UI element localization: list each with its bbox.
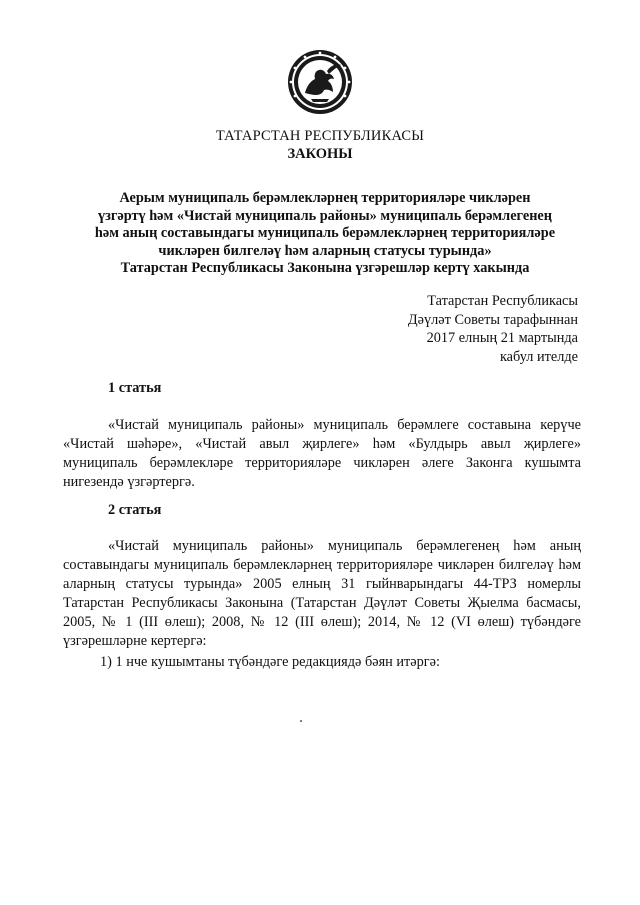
law-heading: ЗАКОНЫ bbox=[287, 146, 353, 162]
paragraph-line: үзгәрешләрне кертергә: bbox=[63, 633, 207, 649]
adoption-line: Татарстан Республикасы bbox=[427, 293, 578, 309]
adoption-line: кабул ителде bbox=[499, 348, 578, 365]
paragraph-line: нигезендә үзгәртергә. bbox=[63, 474, 195, 490]
paragraph-line: аларның статусы турында» 2005 елның 31 гыйнварындагы 44-ТРЗ номерлы bbox=[63, 576, 581, 592]
title-line: үзгәртү һәм «Чистай муниципаль районы» муниципаль берәмлегенең bbox=[97, 207, 553, 224]
tatarstan-coat-of-arms-icon bbox=[287, 49, 353, 115]
adoption-line: Дәүләт Советы тарафыннан bbox=[407, 311, 578, 328]
article-1-text bbox=[63, 416, 581, 492]
paragraph-line: «Чистай шәһәре», «Чистай авыл җирлеге» һәм «Булдырь авыл җирлеге» bbox=[63, 436, 581, 452]
title-line: Татарстан Республикасы Законына үзгәрешләр кертү хакында bbox=[120, 260, 530, 276]
list-item-1: 1) 1 нче кушымтаны түбәндәге редакциядә бәян итәргә: bbox=[100, 654, 440, 670]
paragraph-line: муниципаль берәмлекләре территорияләре чикләрен әлеге Законга кушымта bbox=[63, 455, 581, 471]
title-line: Аерым муниципаль берәмлекләрнең территорияләре чикләрен bbox=[119, 190, 531, 206]
republic-name: ТАТАРСТАН РЕСПУБЛИКАСЫ bbox=[215, 128, 425, 144]
adoption-block bbox=[318, 292, 578, 366]
stray-mark bbox=[300, 720, 302, 722]
article-1-heading: 1 статья bbox=[108, 380, 162, 396]
paragraph-line: составындагы муниципаль берәмлекләрнең территорияләре чикләрен билгеләү һәм bbox=[63, 557, 581, 573]
article-2-heading: 2 статья bbox=[108, 502, 162, 518]
title-line: һәм аның составындагы муниципаль берәмлекләрнең территорияләре bbox=[94, 225, 556, 241]
paragraph-line: «Чистай муниципаль районы» муниципаль берәмлегенең һәм аның bbox=[108, 538, 581, 554]
title-line: чикләрен билгеләү һәм аларның статусы турында» bbox=[158, 242, 492, 259]
paragraph-line: «Чистай муниципаль районы» муниципаль берәмлеге составына керүче bbox=[108, 417, 581, 433]
law-title bbox=[70, 190, 580, 278]
paragraph-line: 2005, № 1 (III өлеш); 2008, № 12 (III өлеш); 2014, № 12 (VI өлеш) түбәндәге bbox=[63, 614, 581, 630]
article-2-text bbox=[63, 537, 581, 651]
paragraph-line: Татарстан Республикасы Законына (Татарстан Дәүләт Советы Җыелма басмасы, bbox=[63, 595, 581, 611]
adoption-line: 2017 елның 21 мартында bbox=[426, 330, 578, 346]
